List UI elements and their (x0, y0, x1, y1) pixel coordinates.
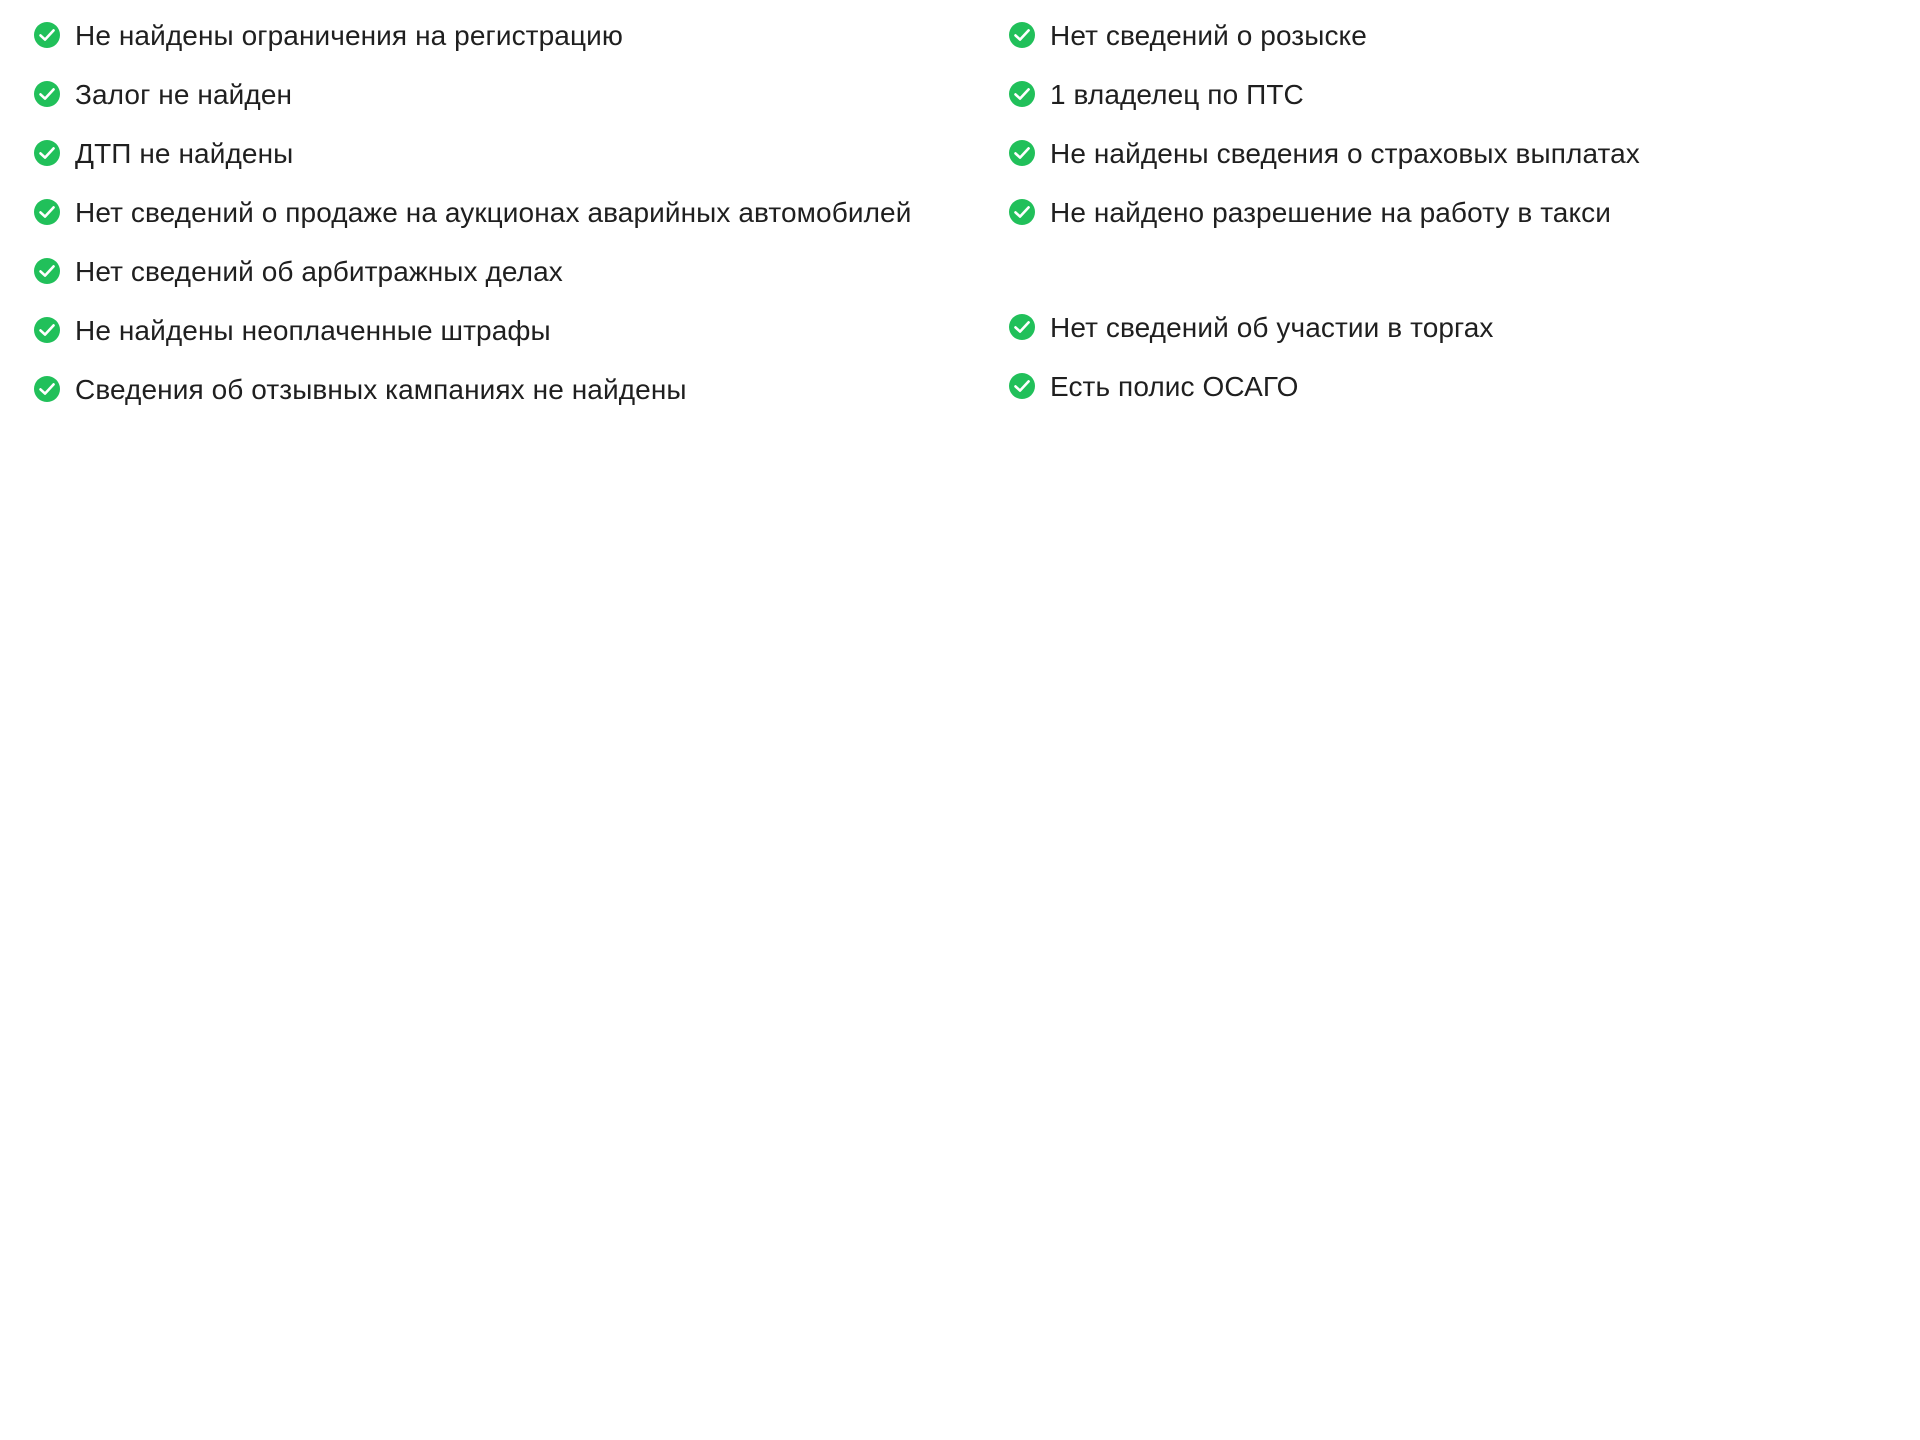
check-circle-icon (34, 81, 60, 107)
check-item-label: Не найдены ограничения на регистрацию (75, 20, 623, 51)
list-item (1009, 310, 1886, 346)
vehicle-check-report (0, 0, 1920, 431)
list-item (34, 195, 1009, 231)
check-column-right (1009, 18, 1886, 428)
list-item (34, 313, 1009, 349)
check-circle-icon (1009, 199, 1035, 225)
list-item (34, 136, 1009, 172)
list-item (1009, 77, 1886, 113)
check-circle-icon (1009, 22, 1035, 48)
list-item (34, 77, 1009, 113)
check-item-label: Не найдено разрешение на работу в такси (1050, 197, 1611, 228)
check-item-label: Сведения об отзывных кампаниях не найдены (75, 374, 687, 405)
check-circle-icon (1009, 314, 1035, 340)
check-columns (34, 18, 1886, 431)
list-item (1009, 136, 1886, 172)
check-item-label: Не найдены сведения о страховых выплатах (1050, 138, 1640, 169)
list-item (1009, 18, 1886, 54)
list-item (1009, 369, 1886, 405)
check-circle-icon (1009, 373, 1035, 399)
list-item (1009, 195, 1886, 231)
check-item-label: Нет сведений о продаже на аукционах аварийных автомобилей (75, 197, 912, 228)
check-circle-icon (1009, 81, 1035, 107)
check-column-left (34, 18, 1009, 431)
check-item-label: Нет сведений об арбитражных делах (75, 256, 563, 287)
check-circle-icon (34, 199, 60, 225)
check-circle-icon (34, 317, 60, 343)
check-item-label: Залог не найден (75, 79, 293, 110)
check-item-label: Есть полис ОСАГО (1050, 371, 1299, 402)
check-item-label: 1 владелец по ПТС (1050, 79, 1304, 110)
check-item-label: Не найдены неоплаченные штрафы (75, 315, 551, 346)
check-circle-icon (34, 140, 60, 166)
list-item (34, 254, 1009, 290)
check-item-label: Нет сведений об участии в торгах (1050, 312, 1494, 343)
check-circle-icon (34, 376, 60, 402)
list-item (34, 18, 1009, 54)
check-circle-icon (1009, 140, 1035, 166)
check-circle-icon (34, 258, 60, 284)
check-circle-icon (34, 22, 60, 48)
list-item (34, 372, 1009, 408)
check-item-label: Нет сведений о розыске (1050, 20, 1367, 51)
check-item-label: ДТП не найдены (75, 138, 294, 169)
